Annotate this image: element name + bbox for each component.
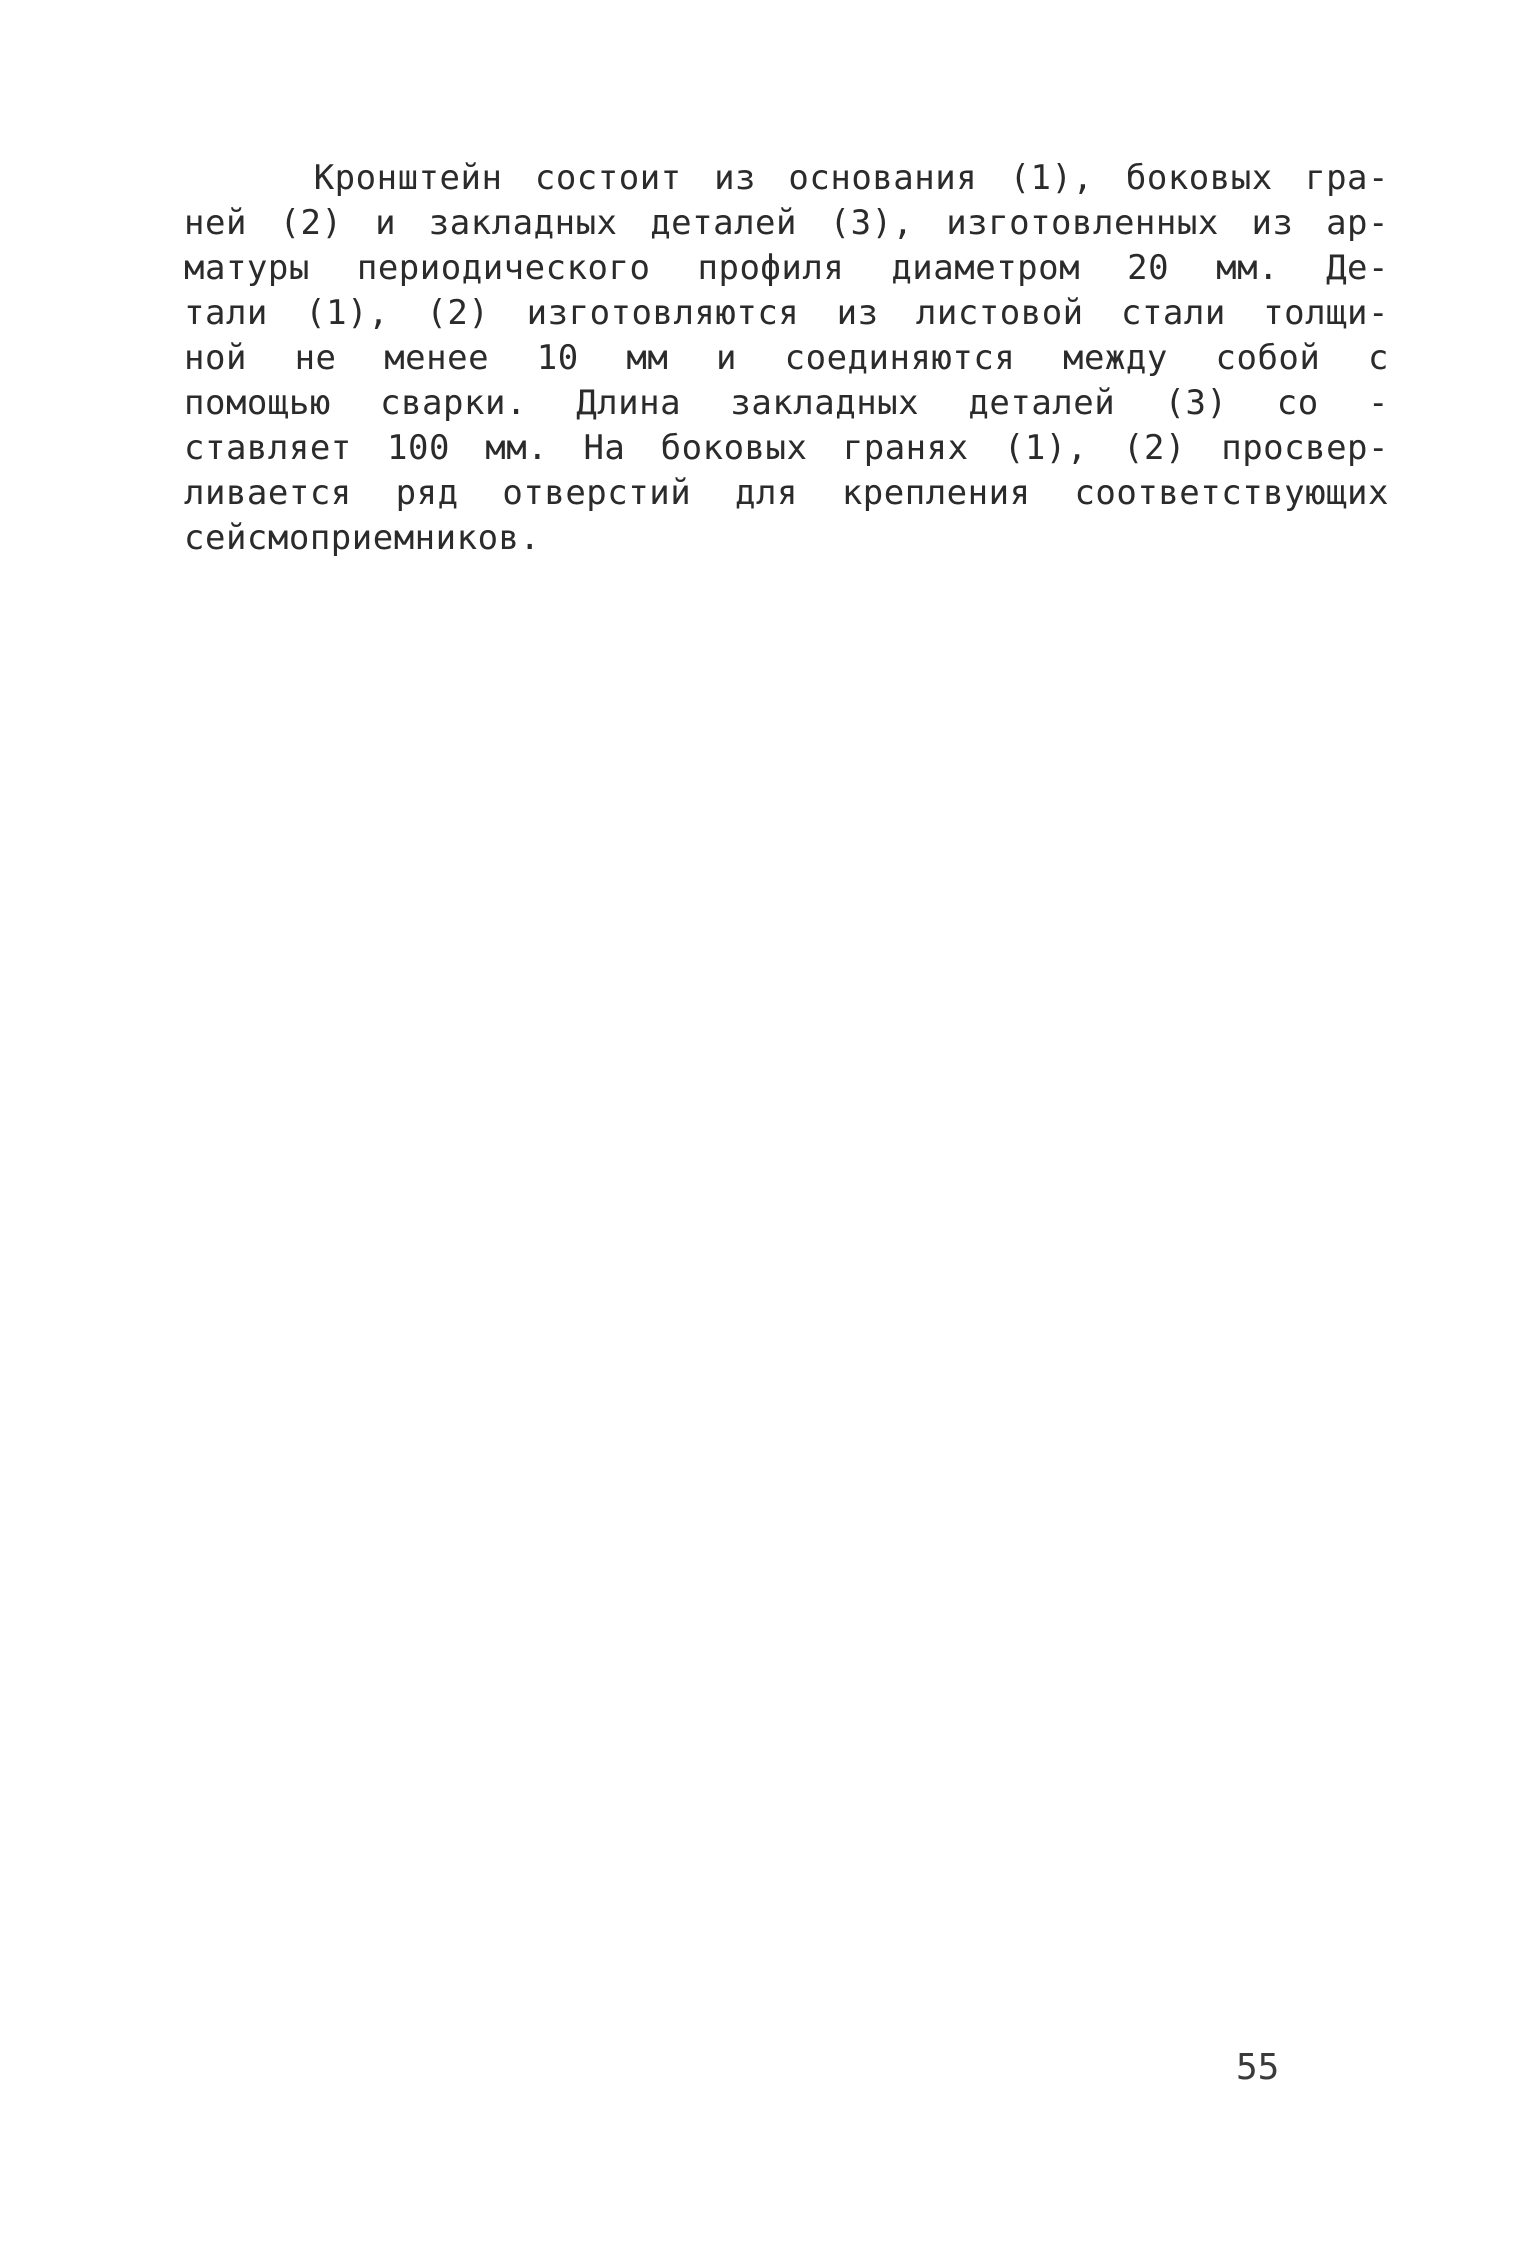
paragraph-line: Кронштейн состоит из основания (1), боковых гра- — [184, 158, 1389, 198]
paragraph-line: ливается ряд отверстий для крепления соответствующих — [184, 473, 1389, 513]
paragraph-line: сейсмоприемников. — [184, 518, 541, 558]
paragraph-line: ней (2) и закладных деталей (3), изготовленных из ар- — [184, 203, 1389, 243]
paragraph-line: помощью сварки. Длина закладных деталей (3) со - — [184, 383, 1389, 423]
paragraph-line: тали (1), (2) изготовляются из листовой стали толщи- — [184, 293, 1389, 333]
paragraph-line: ставляет 100 мм. На боковых гранях (1), (2) просвер- — [184, 428, 1389, 468]
paragraph-line: ной не менее 10 мм и соединяются между собой с — [184, 338, 1389, 378]
body-paragraph — [184, 156, 1389, 561]
paragraph-line: матуры периодического профиля диаметром 20 мм. Де- — [184, 248, 1389, 288]
page-number: 55 — [1236, 2047, 1280, 2088]
